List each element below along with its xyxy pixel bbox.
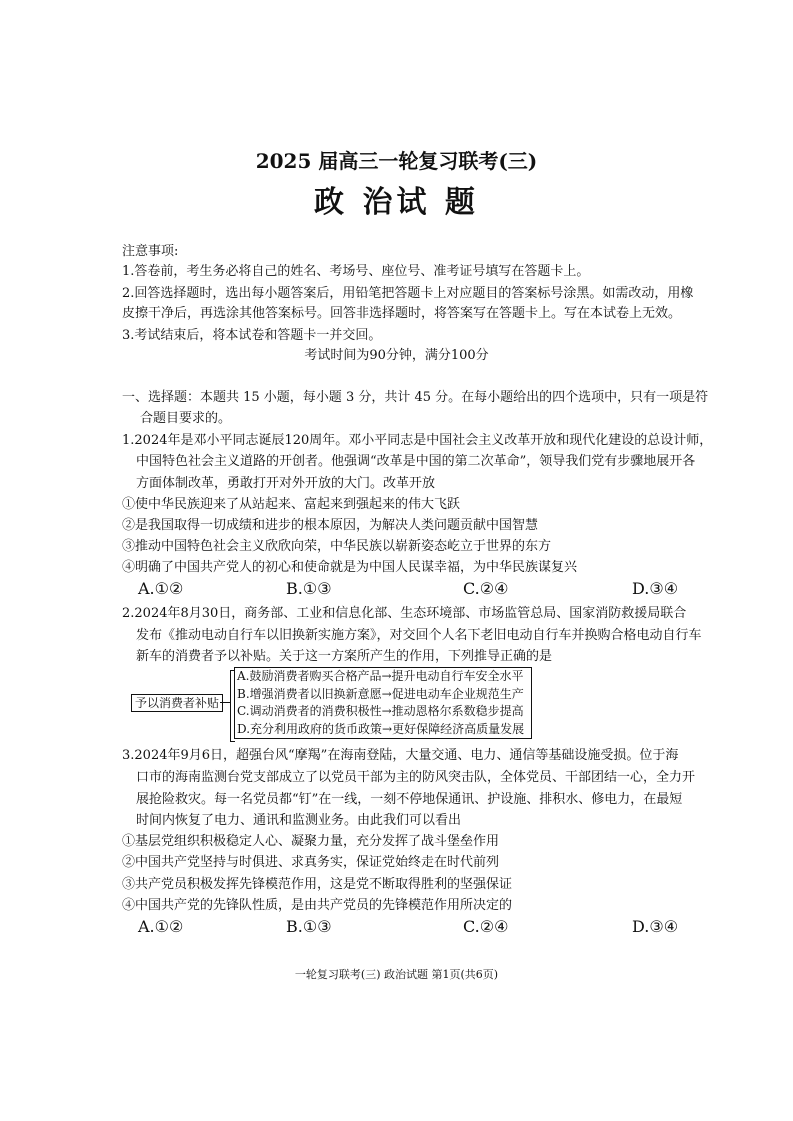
q3-stem: 3.2024年9月6日，超强台风“摩羯”在海南登陆，大量交通、电力、通信等基础设施受损。位于海: [122, 748, 679, 763]
notice-item: 1.答卷前，考生务必将自己的姓名、考场号、座位号、准考证号填写在答题卡上。: [122, 264, 590, 279]
q3-choice-a[interactable]: A.①②: [138, 917, 184, 936]
q2-option-d[interactable]: D.充分利用政府的货币政策→更好保障经济高质量发展: [237, 721, 525, 736]
notice-heading: 注意事项:: [122, 244, 179, 259]
q1-choice-a[interactable]: A.①②: [138, 579, 184, 598]
q2-stem: 新车的消费者予以补贴。关于这一方案所产生的作用，下列推导正确的是: [136, 649, 553, 664]
q1-choice-d[interactable]: D.③④: [632, 579, 679, 598]
q2-stem: 发布《推动电动自行车以旧换新实施方案》，对交回个人名下老旧电动自行车并换购合格电动自行车: [136, 628, 702, 643]
q3-statement: ③共产党员积极发挥先锋模范作用，这是党不断取得胜利的坚强保证: [122, 877, 513, 892]
q3-statement: ①基层党组织积极稳定人心、凝聚力量，充分发挥了战斗堡垒作用: [122, 834, 500, 849]
q1-choice-c[interactable]: C.②④: [463, 579, 509, 598]
q2-options-box: [234, 667, 532, 739]
q3-statement: ④中国共产党的先锋队性质，是由共产党员的先锋模范作用所决定的: [122, 898, 513, 913]
q3-stem: 展抢险救灾。每一名党员都“钉”在一线，一刻不停地保通讯、护设施、排积水、修电力，在最短: [136, 792, 683, 807]
q2-diagram-label: 予以消费者补贴: [131, 694, 223, 712]
notice-item: 2.回答选择题时，选出每小题答案后，用铅笔把答题卡上对应题目的答案标号涂黑。如需改动，用橡: [122, 286, 694, 301]
q3-choice-c[interactable]: C.②④: [463, 917, 509, 936]
subject-title: 政 治试 题: [314, 185, 479, 220]
q2-option-c[interactable]: C.调动消费者的消费积极性→推动恩格尔系数稳步提高: [237, 704, 524, 718]
q2-stem: 2.2024年8月30日，商务部、工业和信息化部、生态环境部、市场监管总局、国家消防救援局联合: [122, 606, 687, 621]
q1-choice-b[interactable]: B.①③: [286, 579, 332, 598]
q3-stem: 时间内恢复了电力、通讯和监测业务。由此我们可以看出: [136, 813, 462, 828]
q1-statement: ④明确了中国共产党人的初心和使命就是为中国人民谋幸福，为中华民族谋复兴: [122, 560, 578, 575]
q1-stem: 1.2024年是邓小平同志诞辰120周年。邓小平同志是中国社会主义改革开放和现代化建设的总设计师，: [122, 433, 713, 448]
page-footer: 一轮复习联考(三) 政治试题 第1页(共6页): [294, 968, 499, 981]
q2-option-b[interactable]: B.增强消费者以旧换新意愿→促进电动车企业规范生产: [237, 686, 524, 701]
exam-title: 2025 届高三一轮复习联考(三): [255, 149, 538, 173]
q1-stem: 方面体制改革，勇敢打开对外开放的大门。改革开放: [136, 476, 436, 491]
q3-statement: ②中国共产党坚持与时俱进、求真务实，保证党始终走在时代前列: [122, 855, 500, 870]
q1-statement: ③推动中国特色社会主义欣欣向荣，中华民族以崭新姿态屹立于世界的东方: [122, 539, 552, 554]
q3-choice-b[interactable]: B.①③: [286, 917, 332, 936]
q1-statement: ②是我国取得一切成绩和进步的根本原因，为解决人类问题贡献中国智慧: [122, 518, 539, 533]
q1-stem: 中国特色社会主义道路的开创者。他强调“改革是中国的第二次革命”，领导我们党有步骤地展开各: [136, 454, 696, 469]
section-heading: 一、选择题：本题共 15 小题，每小题 3 分，共计 45 分。在每小题给出的四个选项中，只有一项是符: [122, 390, 709, 405]
q2-option-a[interactable]: A.鼓励消费者购买合格产品→提升电动自行车安全水平: [237, 669, 524, 683]
q3-choice-d[interactable]: D.③④: [632, 917, 679, 936]
q2-connector-line: [220, 702, 230, 703]
notice-item: 3.考试结束后，将本试卷和答题卡一并交回。: [122, 328, 382, 343]
section-heading-cont: 合题目要求的。: [140, 411, 232, 426]
notice-item: 皮擦干净后，再选涂其他答案标号。回答非选择题时，将答案写在答题卡上。写在本试卷上无效。: [122, 306, 682, 321]
q1-statement: ①使中华民族迎来了从站起来、富起来到强起来的伟大飞跃: [122, 497, 461, 512]
exam-time: 考试时间为90分钟，满分100分: [304, 348, 489, 363]
q3-stem: 口市的海南监测台党支部成立了以党员干部为主的防风突击队，全体党员、干部团结一心，全力开: [136, 770, 696, 785]
